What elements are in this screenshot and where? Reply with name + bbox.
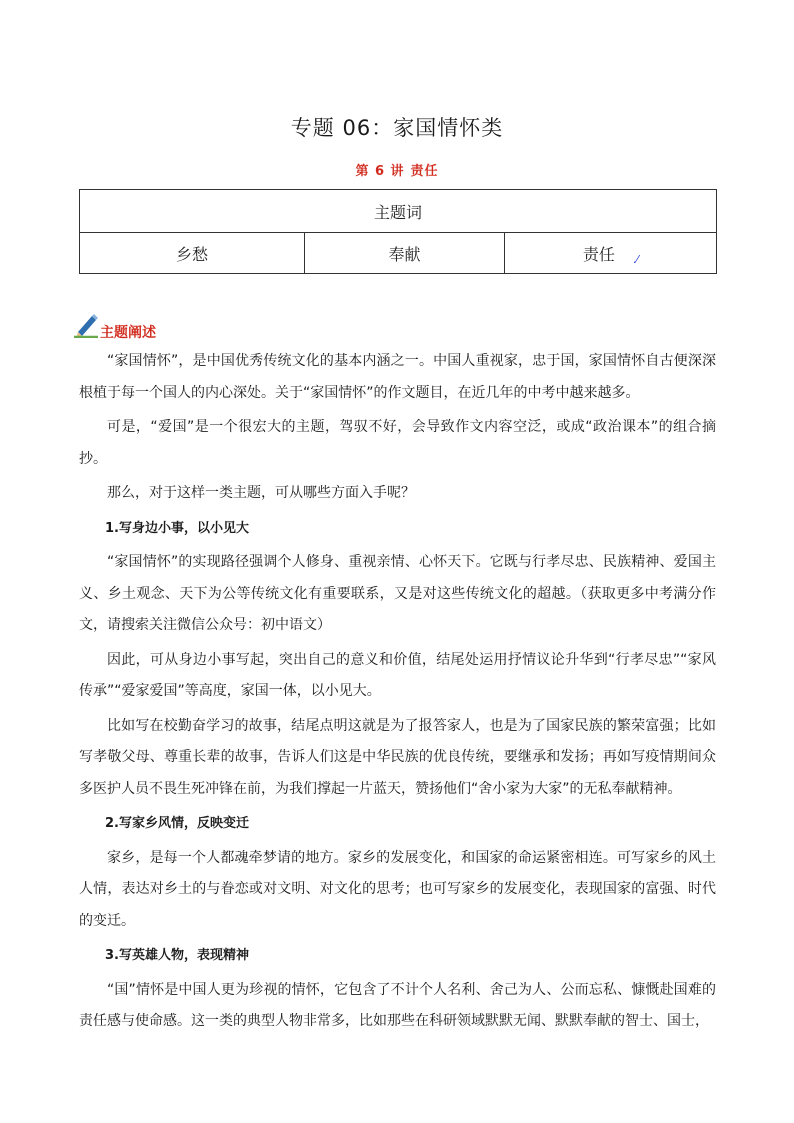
paragraph: “家国情怀”的实现路径强调个人修身、重视亲情、心怀天下。它既与行孝尽忠、民族精神、爱国主义、乡土观念、天下为公等传统文化有重要联系，又是对这些传统文化的超越。（获取更多中考满分作文，请搜索关注微信公众号：初中语文）	[79, 554, 716, 633]
paragraph: 那么，对于这样一类主题，可从哪些方面入手呢？	[107, 485, 415, 501]
paragraph: 可是，“爱国”是一个很宏大的主题，驾驭不好，会导致作文内容空泛，或成“政治课本”的组合摘抄。	[79, 419, 716, 467]
lecture-topic: 责任	[410, 164, 439, 179]
keywords-header: 主题词	[80, 190, 717, 233]
keyword-cell-with-mark	[505, 233, 717, 274]
section-title: 主题阐述	[100, 325, 156, 341]
section-header	[72, 312, 272, 341]
pencil-icon	[72, 312, 100, 338]
page-title: 专题 06：家国情怀类	[290, 116, 504, 140]
subheading: 2.写家乡风情，反映变迁	[105, 816, 249, 831]
article-body	[79, 346, 716, 1041]
lecture-number: 第 6 讲	[355, 164, 405, 179]
paragraph: 因此，可从身边小事写起，突出自己的意义和价值，结尾处运用抒情议论升华到“行孝尽忠”“家风传承”“爱家爱国”等高度，家国一体，以小见大。	[79, 651, 716, 699]
lecture-subtitle	[0, 160, 794, 179]
paragraph: “国”情怀是中国人更为珍视的情怀，它包含了不计个人名利、舍己为人、公而忘私、慷慨赴国难的责任感与使命感。这一类的典型人物非常多，比如那些在科研领域默默无闻、默默奉献的智士、国士，	[79, 981, 716, 1029]
checkmark-icon: .⁄	[632, 252, 639, 266]
keyword-cell: 乡愁	[80, 233, 305, 274]
paragraph: 比如写在校勤奋学习的故事，结尾点明这就是为了报答家人，也是为了国家民族的繁荣富强；比如写孝敬父母、尊重长辈的故事，告诉人们这是中华民族的优良传统，要继承和发扬；再如写疫情期间众多医护人员不畏生死冲锋在前，为我们撑起一片蓝天，赞扬他们“舍小家为大家”的无私奉献精神。	[79, 717, 716, 797]
paragraph: “家国情怀”，是中国优秀传统文化的基本内涵之一。中国人重视家，忠于国，家国情怀自古便深深根植于每一个国人的内心深处。关于“家国情怀”的作文题目，在近几年的中考中越来越多。	[79, 353, 716, 401]
subheading: 3.写英雄人物，表现精神	[105, 948, 249, 963]
keyword-cell: 奉献	[305, 233, 505, 274]
subheading: 1.写身边小事，以小见大	[105, 520, 249, 536]
paragraph: 家乡，是每一个人都魂牵梦请的地方。家乡的发展变化，和国家的命运紧密相连。可写家乡的风土人情，表达对乡土的与眷恋或对文明、对文化的思考；也可写家乡的发展变化，表现国家的富强、时代的变迁。	[79, 849, 716, 929]
keywords-table	[79, 189, 717, 274]
keyword-text: 责任	[582, 244, 615, 264]
